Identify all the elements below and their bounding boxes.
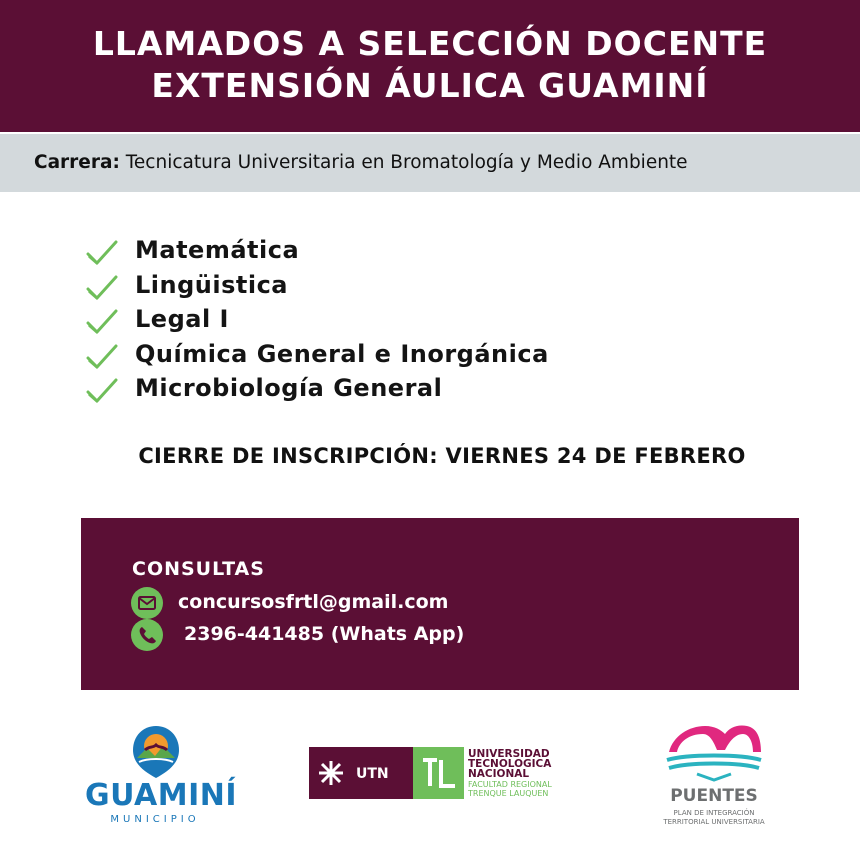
- utn-tag: UTN: [356, 766, 389, 782]
- utn-frtl-block: [413, 747, 464, 799]
- subject-name: Lingüistica: [135, 270, 289, 299]
- puentes-bridge-icon: [663, 722, 765, 784]
- header-banner: [0, 0, 860, 132]
- puentes-sub-line1: PLAN DE INTEGRACIÓN: [673, 809, 755, 817]
- utn-sub-line2: TRENQUE LAUQUEN: [468, 789, 549, 798]
- check-icon: [86, 275, 118, 301]
- puentes-sub-line2: TERRITORIAL UNIVERSITARIA: [663, 818, 765, 826]
- header-title-line1: LLAMADOS A SELECCIÓN DOCENTE: [92, 24, 768, 63]
- deadline-text: CIERRE DE INSCRIPCIÓN: VIERNES 24 DE FEBRERO: [138, 444, 746, 468]
- puentes-logo: [659, 722, 769, 832]
- header-title-line2: EXTENSIÓN ÁULICA GUAMINÍ: [151, 66, 709, 105]
- mail-icon: [131, 587, 163, 619]
- utn-text-line3: NACIONAL: [468, 768, 530, 780]
- contact-phone-link[interactable]: 2396-441485 (Whats App): [184, 623, 465, 645]
- phone-icon: [131, 619, 163, 651]
- guamini-name: GUAMINÍ: [85, 778, 238, 813]
- utn-emblem-icon: [317, 759, 345, 787]
- subject-name: Legal I: [135, 305, 229, 333]
- check-icon: [86, 309, 118, 335]
- frtl-emblem-icon: [421, 756, 457, 790]
- utn-text-line1: UNIVERSIDAD: [468, 748, 550, 760]
- career-band: [0, 134, 860, 192]
- subject-name: Microbiología General: [135, 374, 443, 402]
- guamini-emblem-icon: [131, 724, 181, 780]
- guamini-sub: MUNICIPIO: [110, 814, 200, 825]
- check-icon: [86, 378, 118, 404]
- contact-title: CONSULTAS: [132, 558, 265, 580]
- check-icon: [86, 344, 118, 370]
- puentes-sub: [659, 809, 769, 827]
- contact-box: [81, 518, 799, 690]
- contact-email-link[interactable]: concursosfrtl@gmail.com: [178, 591, 449, 613]
- career-label: Carrera:: [34, 152, 120, 173]
- utn-sub-line1: FACULTAD REGIONAL: [468, 780, 552, 789]
- guamini-logo: [85, 722, 238, 832]
- puentes-name: PUENTES: [670, 786, 758, 806]
- check-icon: [86, 240, 118, 266]
- career-text: [34, 152, 688, 173]
- utn-text-line2: TECNOLOGICA: [468, 758, 552, 770]
- career-value: Tecnicatura Universitaria en Bromatología y Medio Ambiente: [125, 152, 688, 173]
- subject-name: Química General e Inorgánica: [135, 339, 549, 368]
- subject-name: Matemática: [135, 236, 300, 264]
